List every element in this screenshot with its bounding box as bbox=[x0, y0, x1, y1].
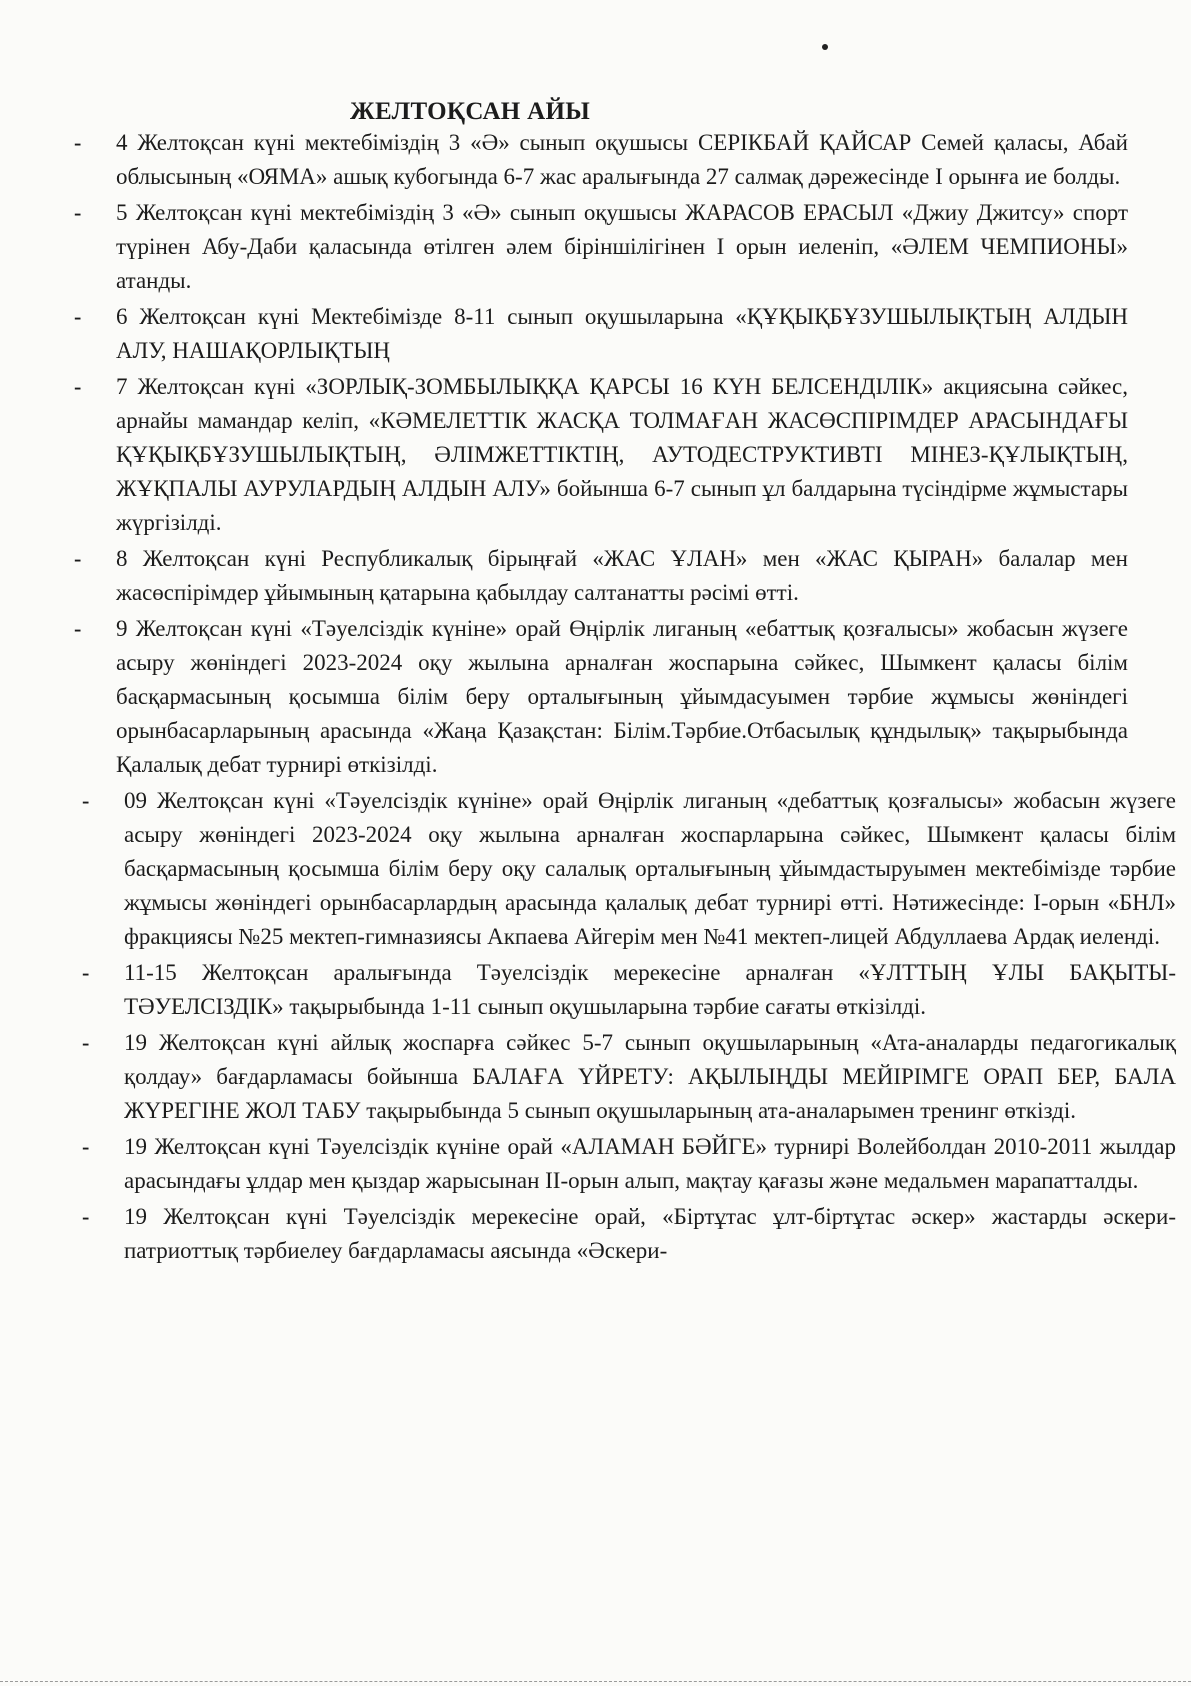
bullet-dash: - bbox=[82, 960, 90, 985]
list-item bbox=[68, 542, 1128, 610]
bullet-dash: - bbox=[82, 1134, 90, 1159]
item-text: 9 Желтоқсан күні «Тәуелсіздік күніне» орай Өңірлік лиганың «ебаттық қозғалысы» жобасын жүзеге асыру жөніндегі 2023-2024 оқу жылына арналған жоспарына сәйкес, Шымкент қаласы білім басқармасының қосымша білім беру орталығының ұйымдасуымен тәрбие жұмысы жөніндегі орынбасарларының арасында «Жаңа Қазақстан: Білім.Тәрбие.Отбасылық құндылық» тақырыбында Қалалық дебат турнирі өткізілді. bbox=[116, 616, 1128, 777]
bullet-dash: - bbox=[74, 304, 82, 329]
list-item bbox=[76, 784, 1176, 954]
event-list bbox=[68, 126, 1176, 1270]
bullet-dash: - bbox=[74, 616, 82, 641]
bullet-dash: - bbox=[74, 374, 82, 399]
item-text: 11-15 Желтоқсан аралығында Тәуелсіздік мерекесіне арналған «ҰЛТТЫҢ ҰЛЫ БАҚЫТЫ-ТӘУЕЛСІЗДІК» тақырыбында 1-11 сынып оқушыларына тәрбие сағаты өткізілді. bbox=[124, 960, 1176, 1019]
list-item bbox=[76, 1026, 1176, 1128]
bottom-edge-line bbox=[0, 1681, 1191, 1686]
list-item bbox=[68, 612, 1128, 782]
item-text: 4 Желтоқсан күні мектебіміздің 3 «Ә» сынып оқушысы СЕРІКБАЙ ҚАЙСАР Семей қаласы, Абай облысының «ОЯМА» ашық кубогында 6-7 жас аралығында 27 салмақ дәрежесінде I орынға ие болды. bbox=[116, 130, 1128, 189]
item-text: 5 Желтоқсан күні мектебіміздің 3 «Ә» сынып оқушысы ЖАРАСОВ ЕРАСЫЛ «Джиу Джитсу» спорт түрінен Абу-Даби қаласында өтілген әлем біріншілігінен I орын иеленіп, «ӘЛЕМ ЧЕМПИОНЫ» атанды. bbox=[116, 200, 1128, 293]
list-item bbox=[76, 1130, 1176, 1198]
page-title: ЖЕЛТОҚСАН АЙЫ bbox=[349, 98, 591, 125]
bullet-dash: - bbox=[74, 130, 82, 155]
bullet-dash: - bbox=[82, 1204, 90, 1229]
list-item bbox=[68, 126, 1128, 194]
bullet-dash: - bbox=[74, 546, 82, 571]
list-item bbox=[68, 370, 1128, 540]
item-text: 19 Желтоқсан күні айлық жоспарға сәйкес 5-7 сынып оқушыларының «Ата-аналарды педагогикалық қолдау» бағдарламасы бойынша БАЛАҒА ҮЙРЕТУ: АҚЫЛЫҢДЫ МЕЙІРІМГЕ ОРАП БЕР, БАЛА ЖҮРЕГІНЕ ЖОЛ ТАБУ тақырыбында 5 сынып оқушыларының ата-аналарымен тренинг өткізді. bbox=[124, 1030, 1176, 1123]
item-text: 7 Желтоқсан күні «ЗОРЛЫҚ-ЗОМБЫЛЫҚҚА ҚАРСЫ 16 КҮН БЕЛСЕНДІЛІК» акциясына сәйкес, арнайы мамандар келіп, «КӘМЕЛЕТТІК ЖАСҚА ТОЛМАҒАН ЖАСӨСПІРІМДЕР АРАСЫНДАҒЫ ҚҰҚЫҚБҰЗУШЫЛЫҚТЫҢ, ӘЛІМЖЕТТІКТІҢ, АУТОДЕСТРУКТИВТІ МІНЕЗ-ҚҰЛЫҚТЫҢ, ЖҰҚПАЛЫ АУРУЛАРДЫҢ АЛДЫН АЛУ» бойынша 6-7 сынып ұл балдарына түсіндірме жұмыстары жүргізілді. bbox=[116, 374, 1128, 535]
list-item bbox=[76, 1200, 1176, 1268]
bullet-dash: - bbox=[74, 200, 82, 225]
list-item bbox=[68, 300, 1128, 368]
list-item bbox=[68, 196, 1128, 298]
bullet-dash: - bbox=[82, 788, 90, 813]
item-text: 19 Желтоқсан күні Тәуелсіздік мерекесіне орай, «Біртұтас ұлт-біртұтас әскер» жастарды әскери-патриоттық тәрбиелеу бағдарламасы аясында «Әскери- bbox=[124, 1204, 1176, 1263]
item-text: 6 Желтоқсан күні Мектебімізде 8-11 сынып оқушыларына «ҚҰҚЫҚБҰЗУШЫЛЫҚТЫҢ АЛДЫН АЛУ, НАШАҚОРЛЫҚТЫҢ bbox=[116, 304, 1128, 363]
item-text: 19 Желтоқсан күні Тәуелсіздік күніне орай «АЛАМАН БӘЙГЕ» турнирі Волейболдан 2010-2011 жылдар арасындағы ұлдар мен қыздар жарысынан II-орын алып, мақтау қағазы және медальмен марапатталды. bbox=[124, 1134, 1176, 1193]
item-text: 09 Желтоқсан күні «Тәуелсіздік күніне» орай Өңірлік лиганың «дебаттық қозғалысы» жобасын жүзеге асыру жөніндегі 2023-2024 оқу жылына арналған жоспарларына сәйкес, Шымкент қаласы білім басқармасының қосымша білім беру оқу салалық орталығының ұйымдастыруымен мектебімізде тәрбие жұмысы жөніндегі орынбасарлардың арасында қалалық дебат турнирі өтті. Нәтижесінде: I-орын «БНЛ» фракциясы №25 мектеп-гимназиясы Акпаева Айгерім мен №41 мектеп-лицей Абдуллаева Ардақ иеленді. bbox=[124, 788, 1176, 949]
scan-dot-mark bbox=[822, 44, 828, 50]
list-item bbox=[76, 956, 1176, 1024]
item-text: 8 Желтоқсан күні Республикалық бірыңғай «ЖАС ҰЛАН» мен «ЖАС ҚЫРАН» балалар мен жасөспірімдер ұйымының қатарына қабылдау салтанатты рәсімі өтті. bbox=[116, 546, 1128, 605]
bullet-dash: - bbox=[82, 1030, 90, 1055]
